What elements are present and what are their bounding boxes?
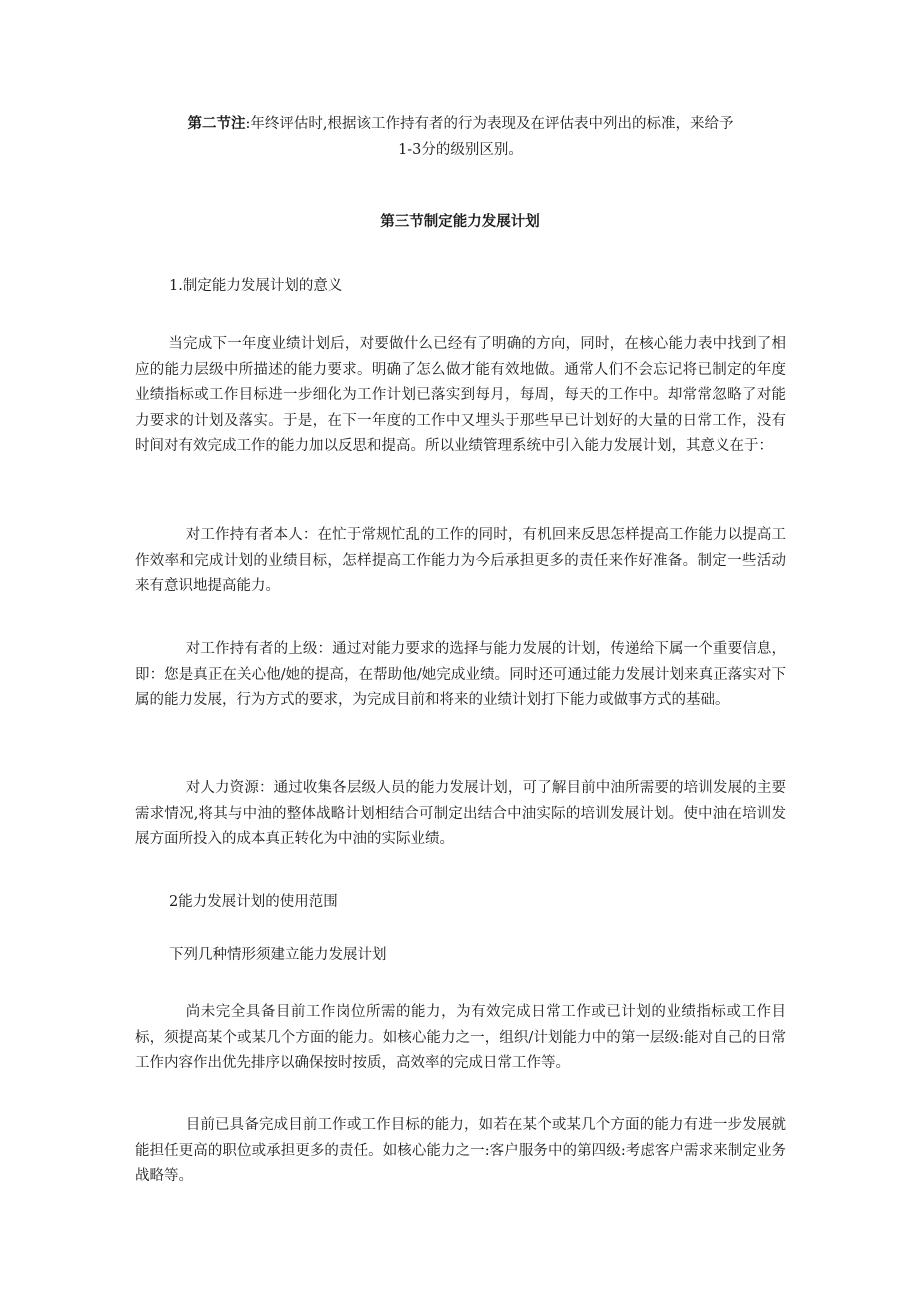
section-note	[135, 112, 786, 163]
note-line2: 1-3分的级别区别。	[398, 141, 523, 158]
subsection-2-lead: 下列几种情形须建立能力发展计划	[169, 947, 387, 963]
subsection-2-title: 2能力发展计划的使用范围	[169, 894, 338, 910]
note-label: 第二节注	[187, 116, 246, 132]
paragraph-case-2: 目前已具备完成目前工作或工作目标的能力，如若在某个或某几个方面的能力有进一步发展就能担任更高的职位或承担更多的责任。如核心能力之一:客户服务中的第四级:考虑客户需求来制定业务战略等。	[135, 1117, 786, 1184]
paragraph-hr: 对人力资源：通过收集各层级人员的能力发展计划，可了解目前中油所需要的培训发展的主要需求情况,将其与中油的整体战略计划相结合可制定出结合中油实际的培训发展计划。使中油在培训发展方面所投入的成本真正转化为中油的实际业绩。	[135, 780, 786, 847]
subsection-1-title: 1.制定能力发展计划的意义	[169, 278, 343, 294]
paragraph-self: 对工作持有者本人：在忙于常规忙乱的工作的同时，有机回来反思怎样提高工作能力以提高工作效率和完成计划的业绩目标，怎样提高工作能力为今后承担更多的责任来作好准备。制定一些活动来有意识地提高能力。	[135, 527, 786, 594]
section-title: 第三节制定能力发展计划	[380, 214, 540, 230]
paragraph-intro: 当完成下一年度业绩计划后，对要做什么已经有了明确的方向，同时，在核心能力表中找到了相应的能力层级中所描述的能力要求。明确了怎么做才能有效地做。通常人们不会忘记将已制定的年度业绩指标或工作目标进一步细化为工作计划已落实到每月，每周，每天的工作中。却常常忽略了对能力要求的计划及落实。于是，在下一年度的工作中又埋头于那些早已计划好的大量的日常工作，没有时间对有效完成工作的能力加以反思和提高。所以业绩管理系统中引入能力发展计划，其意义在于：	[135, 336, 786, 454]
paragraph-superior: 对工作持有者的上级：通过对能力要求的选择与能力发展的计划，传递给下属一个重要信息，即：您是真正在关心他/她的提高，在帮助他/她完成业绩。同时还可通过能力发展计划来真正落实对下属的能力发展，行为方式的要求，为完成目前和将来的业绩计划打下能力或做事方式的基础。	[135, 641, 786, 708]
paragraph-case-1: 尚未完全具备目前工作岗位所需的能力，为有效完成日常工作或已计划的业绩指标或工作目标，须提高某个或某几个方面的能力。如核心能力之一，组织/计划能力中的第一层级:能对自己的日常工作内容作出优先排序以确保按时按质，高效率的完成日常工作等。	[135, 1004, 786, 1071]
note-line1: :年终评估时,根据该工作持有者的行为表现及在评估表中列出的标准，来给予	[245, 116, 734, 132]
